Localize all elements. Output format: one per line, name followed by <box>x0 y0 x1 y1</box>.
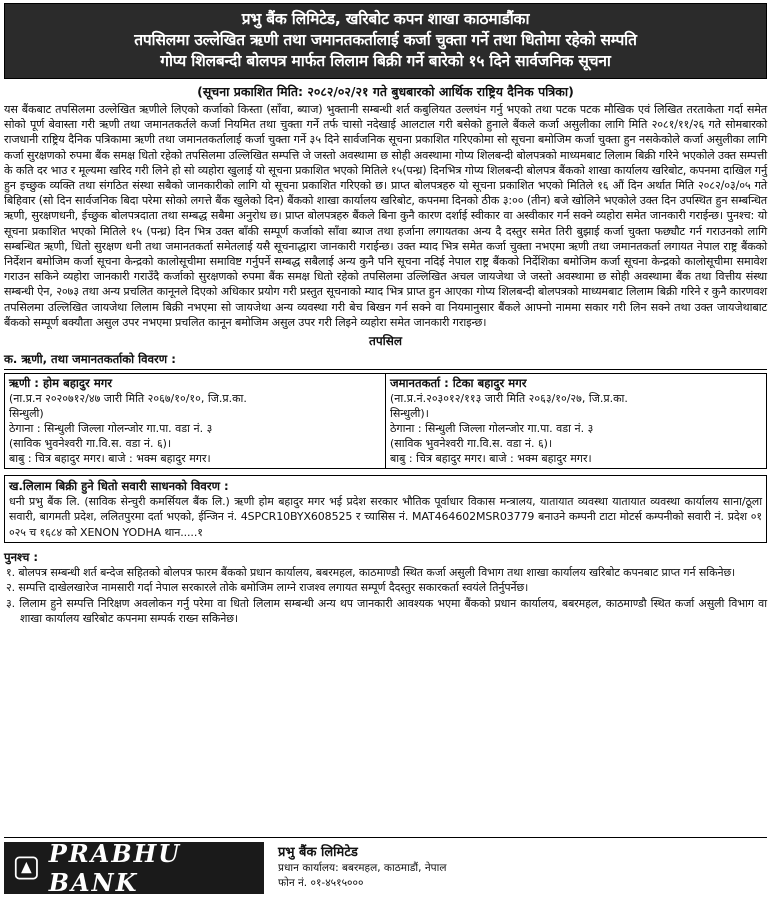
note-item: १. बोलपत्र सम्बन्धी शर्त बन्देज सहितको बोलपत्र फारम बैंकको प्रधान कार्यालय, बबरमहल, काठमाण्डौ स्थित कर्जा असुली विभाग तथा शाखा कार्यालय खरिबोट कपनबाट प्राप्त गर्न सकिनेछ। <box>6 565 736 579</box>
header-line-1: प्रभु बैंक लिमिटेड, खरिबोट कपन शाखा काठमाडौंका <box>241 10 530 28</box>
parties-table <box>4 373 767 469</box>
logo-text: PRABHU BANK <box>48 838 182 897</box>
header-line-2: तपसिलमा उल्लेखित ऋणी तथा जमानतकर्तालाई कर्जा चुक्ता गर्ने तथा धितोमा रहेको सम्पति <box>134 31 637 49</box>
notes-title: पुनश्च : <box>4 549 38 564</box>
publication-line: (सूचना प्रकाशित मिति: २०८२/०२/२१ गते बुधबारको आर्थिक राष्ट्रिय दैनिक पत्रिका) <box>197 84 574 99</box>
note-item: ३. लिलाम हुने सम्पत्ति निरिक्षण अवलोकन गर्नु परेमा वा धितो लिलाम सम्बन्धी अन्य थप जानकारी आवश्यक भएमा बैंकको प्रधान कार्यालय, बबरमहल, काठमाण्डौ स्थित कर्जा असुली विभाग वा शाखा कार्यालय खरिबोट कपनमा सम्पर्क राख्न सकिनेछ। <box>6 596 767 625</box>
borrower-cell <box>5 374 386 469</box>
guarantor-line: ठेगाना : सिन्धुली जिल्ला गोलन्जोर गा.पा. वडा नं. ३ <box>390 422 594 436</box>
header-line-3: गोप्य शिलबन्दी बोलपत्र मार्फत लिलाम बिक्री गर्ने बारेको १५ दिने सार्वजनिक सूचना <box>160 52 611 70</box>
guarantor-line: बाबु : चित्र बहादुर मगर। बाजे : भक्म बहादुर मगर। <box>390 452 592 466</box>
collateral-box <box>4 475 767 543</box>
prabhu-bank-logo <box>4 838 264 897</box>
head-office: प्रधान कार्यालय: बबरमहल, काठमाडौं, नेपाल <box>278 862 447 874</box>
guarantor-line: (साविक भुवनेश्वरी गा.वि.स. वडा नं. ६)। <box>390 437 553 451</box>
bank-info <box>278 844 446 891</box>
collateral-text: धनी प्रभु बैंक लि. (साविक सेन्चुरी कमर्सियल बैंक लि.) ऋणी होम बहादुर मगर भई प्रदेश सरकार भौतिक पूर्वाधार विकास मन्त्रालय, यातायात व्यवस्था यातायात व्यवस्था कार्यालय साना/ठूला सवारी, बागमती प्रदेश, ललितपुरमा दर्ता भएको, ईन्जिन नं. 4SPCR10BYX608525 र च्यासिस नं. MAT464602MSR03779 बनाउने कम्पनी टाटा मोटर्स कम्पनीको सवारी नं. प्रदेश ०१ ०२५ च १६८४ को XENON YODHA थान.....१ <box>9 495 762 539</box>
footer <box>4 837 767 897</box>
section-a-title: क. ऋणी, तथा जमानतकर्ताको विवरण : <box>4 352 767 370</box>
notice-body: यस बैंकबाट तपसिलमा उल्लेखित ऋणीले लिएको कर्जाको किस्ता (साँवा, ब्याज) भुक्तानी सम्बन्धी शर्त कबुलियत उल्लघंन गर्नु भएको तथा पटक पटक मौखिक एवं लिखित तरताकेता गर्दा समेत सोको पूर्ण बेवास्ता गरी ऋणी तथा जमानतकर्तले कर्जा नियमित तथा चुक्ता गर्ने तर्फ चासो नदेखाई आलटाल गरी बसेको हुनाले बैंकले कर्जा असुलीका लागि मिति २०८१/११/२६ गते सोमबारको राजधानी राष्ट्रिय दैनिक पत्रिकामा ऋणी तथा जमानतकर्तालाई कर्जा चुक्ता गर्ने ३५ दिने सार्वजनिक सूचना प्रकाशित गरिएकोमा सो सूचना बमोजिम कर्जा चुक्ता हुन नसकेकोले कर्जा असुलीका लागि कर्जा सुरक्षणको रुपमा बैंक समक्ष धितो रहेको तपसिलमा उल्लिखित सम्पत्ति जे जस्तो अवस्थामा छ सोही अवस्थामा गोप्य शिलबन्दी बोलपत्रको माध्यमबाट लिलाम बिक्री गरिने भएकोले उक्त सम्पत्ती के कति दर भाउ र मूल्यमा खरिद गरी लिने हो सो व्यहोरा खुलाई यो सूचना प्रकाशित भएको मितिले १५(पन्ध्र) दिनभित्र गोप्य शिलबन्दी बोलपत्र बैंकको शाखा कार्यालय खरिबोट, कपनमा दाखिल गर्नु हुन इच्छुक व्यक्ति तथा संगठित संस्था सबैको जानकारीको लागि यो सूचना प्रकाशित गरिएको छ। प्राप्त बोलपत्रहरु यो सूचना प्रकाशित भएको मितिले १६ औं दिन अर्थात मिति २०८२/०३/०५ गते बिहिवार (सो दिन सार्वजनिक बिदा परेमा सोको लगत्ते बैंक खुलेको दिन) बैंकको शाखा कार्यालय खरिबोट, कपनमा दिनको ठीक ३:०० (तीन) बजे खोलिने भएकोले उक्त दिन उपस्थित हुन सम्बन्धित ऋणी, सुरक्षणधनी, ईच्छुक बोलपत्रदाता तथा सम्बद्ध सबैमा अनुरोध छ। प्राप्त बोलपत्रहरु बैंकले बिना कुनै कारण दर्शाई स्वीकार वा अस्वीकार गर्न सक्ने व्यहोरा समेत जानकारी गराईन्छ। पुनश्च: यो सूचना प्रकाशित भएको मितिले १५ (पन्ध्र) दिन भित्र उक्त बाँकी सम्पूर्ण कर्जाको साँवा ब्याज तथा हर्जाना लगायतका अन्य दै दस्तुर समेत तिरी बुझाई कर्जा चुक्ता फछ्यौट गर्न गराउनको लागि सम्बन्धित ऋणी, धितो सुरक्षण धनी तथा जमानतकर्ता समेतलाई यसै सूचनाद्धारा जानकारी गराईन्छ। उक्त म्याद भित्र समेत कर्जा चुक्ता नभएमा ऋणी तथा जमानतकर्ता लगायत नेपाल राष्ट्र बैंकको निर्देशन बमोजिम कर्जा सूचना केन्द्रको कालोसूचीमा समाविष्ट गर्नुपर्ने सम्बद्ध सबैलाई अन्य कुनै पनि सूचना नदिई नेपाल राष्ट्र बैंकको निर्देशिका बमोजिम कर्जा सूचना केन्द्रको कालोसूचीमा समावेश गराउन सकिने व्यहोरा जानकारी गराउँदै कर्जाको सुरक्षणको रुपमा बैंक समक्ष धितो रहेको तपसिलमा उल्लिखित अचल जायजेथा जे जस्तो अवस्थामा छ सोही अवस्थामा बैंक तथा वित्तीय संस्था सम्बन्धी ऐन, २०७३ तथा अन्य प्रचलित कानूनले दिएको अधिकार प्रयोग गरी प्रस्तुत सूचनाको म्याद भित्र प्राप्त हुन आएका गोप्य शिलबन्दी बोलपत्रको माध्यमबाट लिलाम बिक्री गरिने र कुनै कारणवश तपसिलमा उल्लिखित जायजेथा लिलाम बिक्री नभएमा सो जायजेथा अन्य व्यवस्था गरी बेच बिखन गर्न सक्ने वा नियमानुसार बैंकले आफ्नो नाममा सकार गरी लिन सक्ने तथा उक्त जायजेथाबाट बैंकको सम्पूर्ण बक्यौता असुल उपर नभएमा प्रचलित कानून बमोजिम असुल उपर गरी लिइने व्यहोरा समेत जानकारी गराइन्छ। <box>4 103 767 329</box>
guarantor-cell <box>386 374 767 469</box>
borrower-head: ऋणी : होम बहादुर मगर <box>9 376 113 391</box>
notes-section <box>4 549 767 626</box>
borrower-line: बाबु : चित्र बहादुर मगर। बाजे : भक्म बहादुर मगर। <box>9 452 211 466</box>
tapsil-heading: तपसिल <box>368 334 402 349</box>
note-item: २. सम्पत्ति दाखेलखारेज नामसारी गर्दा नेपाल सरकारले तोके बमोजिम लाग्ने राजश्व लगायत सम्पूर्ण दैदस्तुर सकारकर्ता स्वयंले तिर्नुपर्नेछ। <box>6 581 529 595</box>
collateral-title: ख.लिलाम बिक्री हुने धितो सवारी साधनको विवरण : <box>9 479 229 494</box>
guarantor-line: (ना.प्र.नं.२०३०१२/११३ जारी मिति २०६३/१०/२७, जि.प्र.का. <box>390 392 628 406</box>
phone-number: फोन नं. ०१-४५१५००० <box>278 877 364 889</box>
borrower-line: ठेगाना : सिन्धुली जिल्ला गोलन्जोर गा.पा. वडा नं. ३ <box>9 422 213 436</box>
borrower-line: (साविक भुवनेश्वरी गा.वि.स. वडा नं. ६)। <box>9 437 172 451</box>
guarantor-line: सिन्धुली)। <box>390 407 429 421</box>
borrower-line: (ना.प्र.न २०२०७१२/४७ जारी मिति २०६७/१०/१०, जि.प्र.का. <box>9 392 247 406</box>
bank-emblem-icon <box>14 854 39 882</box>
bank-name: प्रभु बैंक लिमिटेड <box>278 845 358 860</box>
guarantor-head: जमानतकर्ता : टिका बहादुर मगर <box>390 376 527 391</box>
notice-header <box>4 3 767 79</box>
borrower-line: सिन्धुली) <box>9 407 44 421</box>
